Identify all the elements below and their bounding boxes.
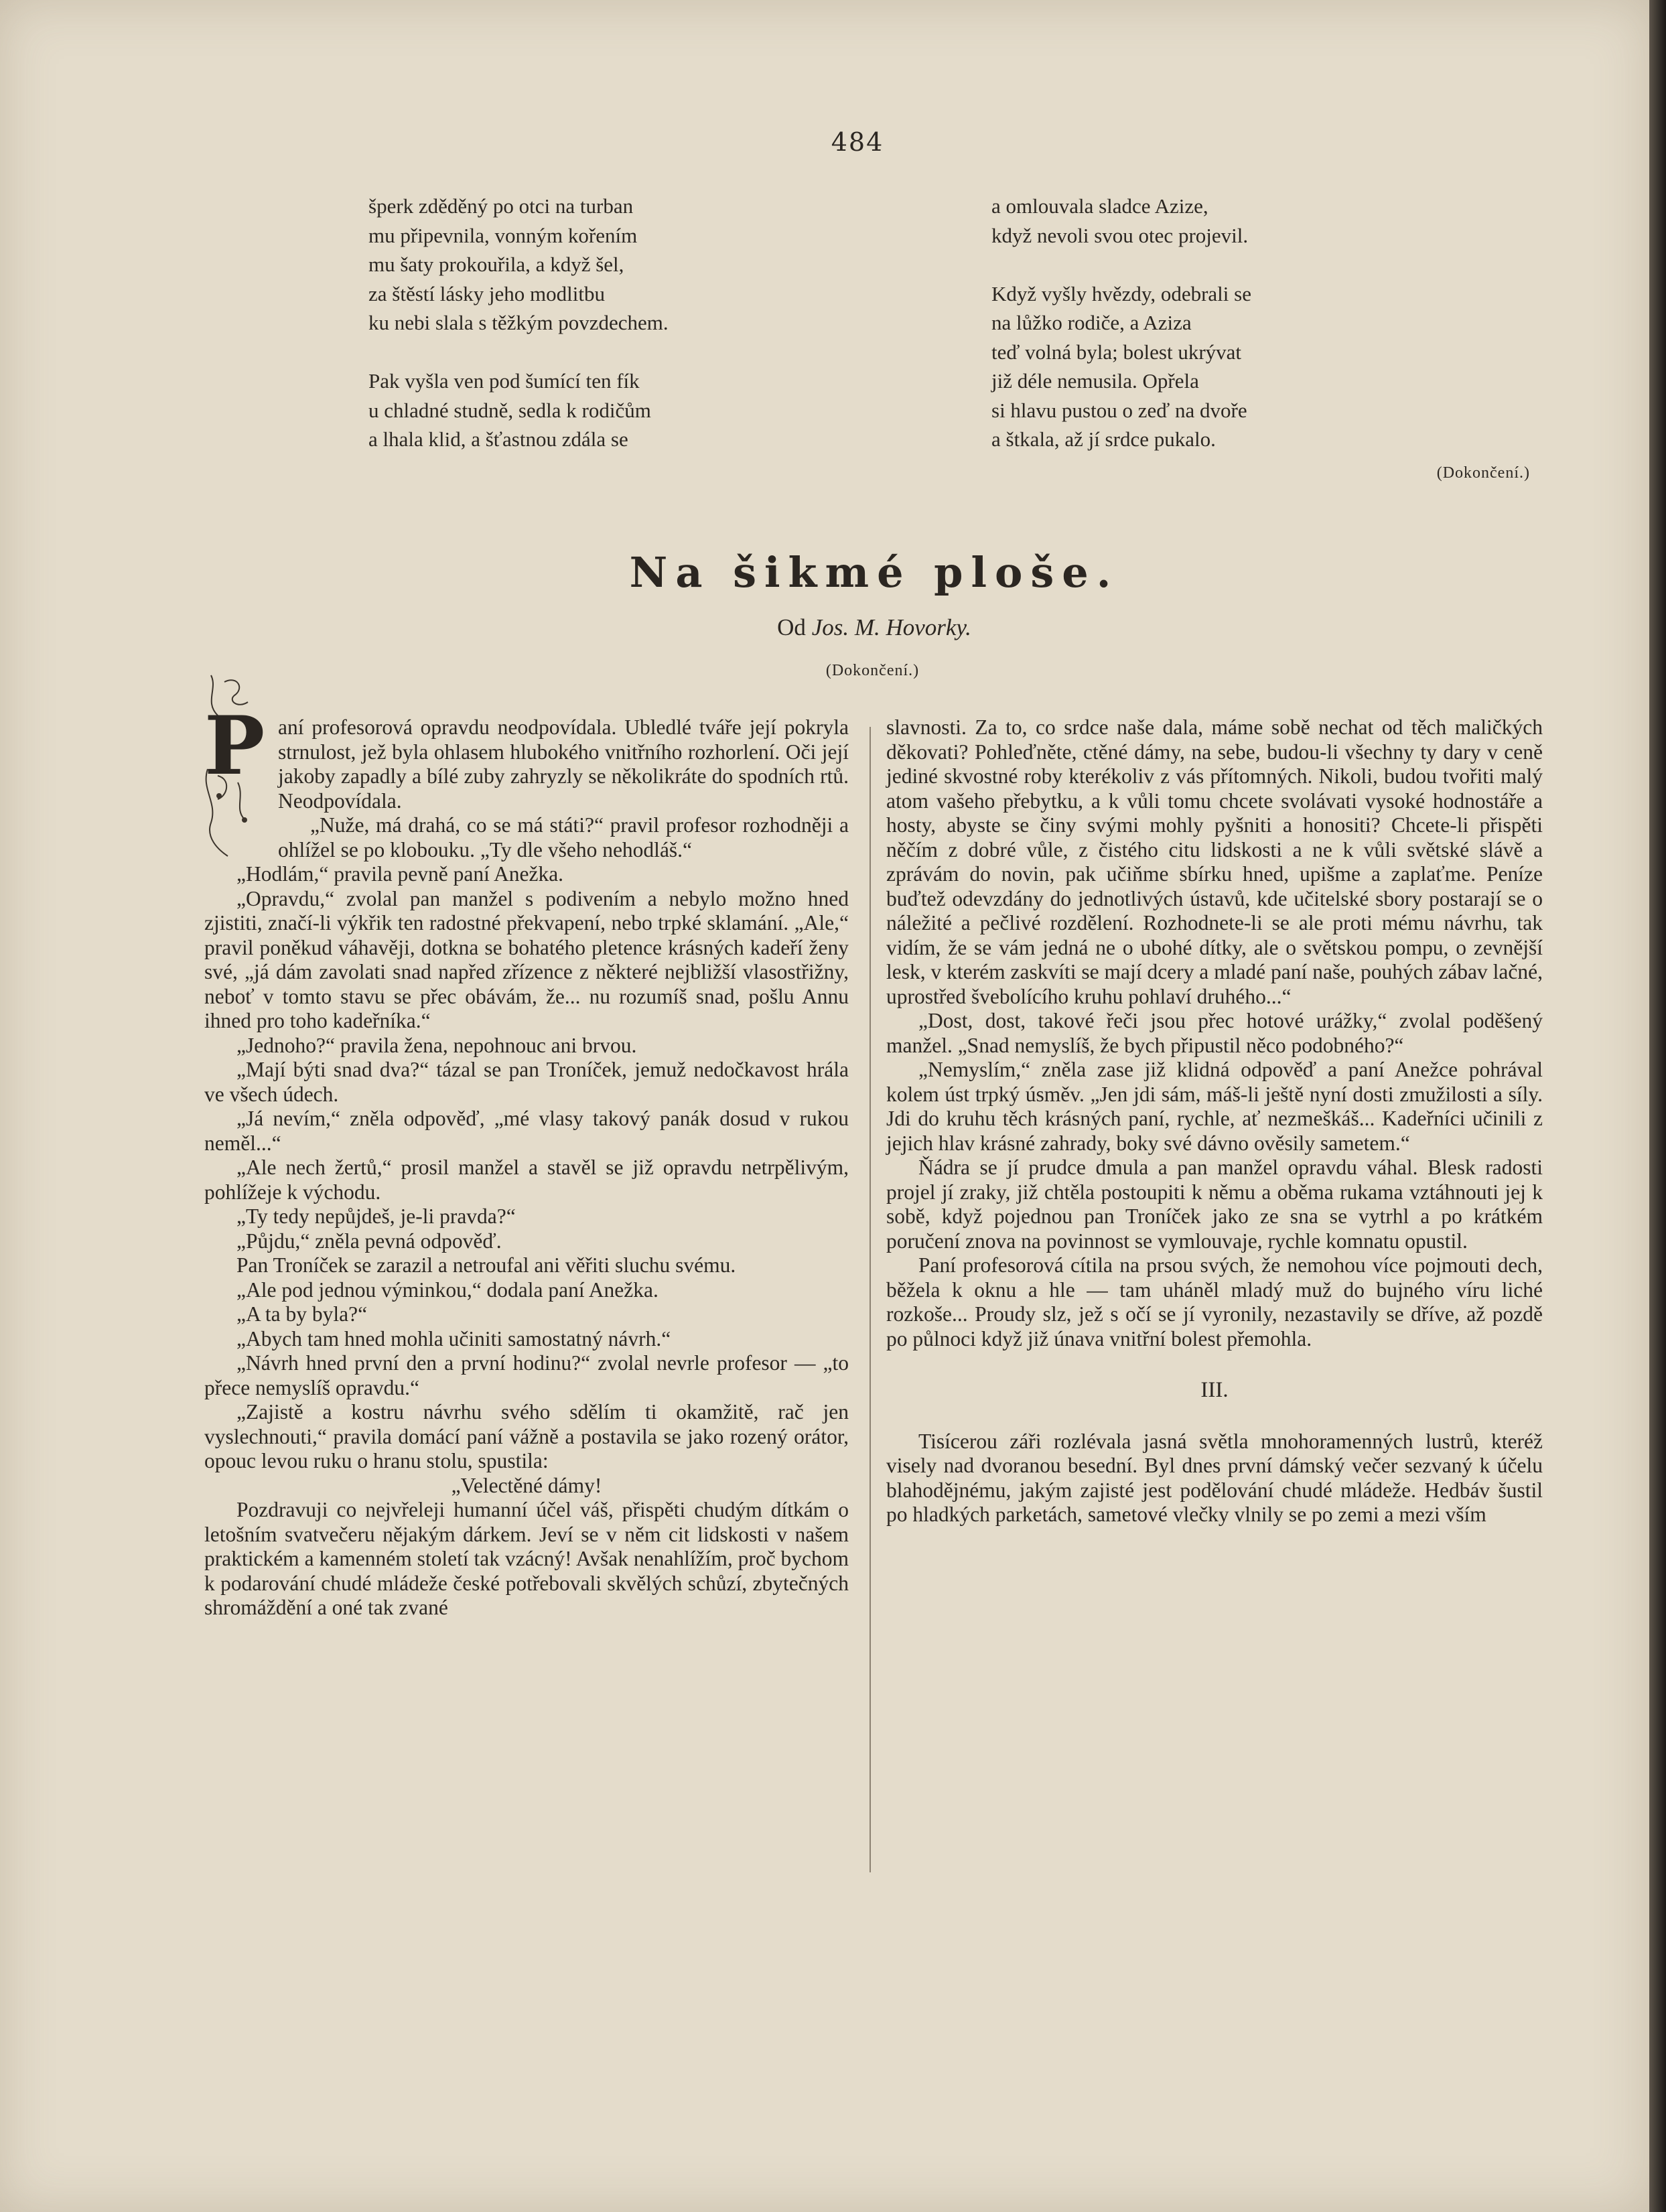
- poem-line: a omlouvala sladce Azize,: [991, 194, 1208, 218]
- poem-line: mu šaty prokouřila, a když šel,: [368, 253, 624, 276]
- page-number: 484: [831, 127, 884, 157]
- poem-left-column: [368, 192, 784, 454]
- poem-line: mu připevnila, vonným kořením: [368, 223, 638, 247]
- poem-line: a lhala klid, a šťastnou zdála se: [368, 427, 628, 451]
- poem-line: ku nebi slala s těžkým povzdechem.: [368, 311, 669, 334]
- paragraph: „Návrh hned první den a první hodinu?“ zvolal nevrle profesor — „to přece nemyslíš opravdu.“: [204, 1351, 849, 1399]
- paragraph: slavnosti. Za to, co srdce naše dala, máme sobě nechat od těch maličkých děkovati? Pohleďněte, ctěné dámy, na sebe, budou-li všechny ty dary v ceně jediné skvostné roby kterékoliv z vás přítomných. Nikoli, budou tvořiti malý atom vašeho přebytku, a k vůli tomu chcete svolávati vysoké hodnostáře a hosty, abyste se činy svými mohly pyšniti a honositi? Chcete-li přispěti něčím z dobré vůle, z čistého citu lidskosti a ne k vůli světské slávě a zprávám do novin, pak učiňme sbírku hned, upišme a zaplaťme. Peníze buďtež odevzdány do jednotlivých ústavů, kde učitelské sbory postarají se o náležité a pečlivé rozdělení. Rozhodnete-li se ale proti mému návrhu, tak vidím, že se vám jedná ne o ubohé dítky, ale o světskou pompu, o zevnější lesk, v kterém zaskvíti se mají dcery a mladé paní naše, pouhých zábav lačné, uprostřed švebolícího kruhu pohlaví druhého...“: [886, 715, 1543, 1008]
- paragraph: „Ale nech žertů,“ prosil manžel a stavěl se již opravdu netrpělivým, pohlížeje k východu.: [204, 1156, 849, 1204]
- poem-line: Pak vyšla ven pod šumící ten fík: [368, 369, 640, 393]
- page-edge-shadow: [1649, 0, 1666, 2212]
- poem-line: již déle nemusila. Opřela: [991, 369, 1199, 393]
- paragraph: aní profesorová opravdu neodpovídala. Ubledlé tváře její pokryla strnulost, jež byla ohlasem hlubokého vnitřního rozhorlení. Oči její jakoby zapadly a bílé zuby zahryzly se několikráte do spodních rtů. Neodpovídala.: [278, 715, 849, 813]
- paragraph: „Ale pod jednou výminkou,“ dodala paní Anežka.: [236, 1277, 658, 1302]
- paragraph: „Velectěné dámy!: [451, 1473, 602, 1497]
- article-right-column: [886, 715, 1543, 1527]
- column-divider: [870, 727, 871, 1872]
- paragraph: „A ta by byla?“: [236, 1302, 368, 1326]
- paragraph: Pozdravuji co nejvřeleji humanní účel váš, přispěti chudým dítkám o letošním svatvečeru nějakým dárkem. Jeví se v něm cit lidskosti v našem praktickém a kamenném století tak vzácný! Avšak nenahlížím, proč bychom k podarování chudé mládeže české potřebovali skvělých schůzí, zbytečných shromáždění a oné tak zvané: [204, 1498, 849, 1619]
- drop-cap-ornament: [198, 699, 271, 849]
- paragraph: „Půjdu,“ zněla pevná odpověď.: [236, 1229, 502, 1253]
- paragraph: „Abych tam hned mohla učiniti samostatný návrh.“: [236, 1326, 671, 1351]
- poem-line: na lůžko rodiče, a Aziza: [991, 311, 1192, 334]
- paragraph: „Jednoho?“ pravila žena, nepohnouc ani brvou.: [236, 1033, 637, 1057]
- paragraph: „Hodlám,“ pravila pevně paní Anežka.: [236, 862, 564, 886]
- paragraph: Paní profesorová cítila na prsou svých, že nemohou více pojmouti dech, běžela k oknu a hle — tam uháněl mladý muž do bujného víru liché rozkoše... Proudy slz, jež s očí se jí vyronily, nezastavily se dříve, až pozdě po půlnoci když již únava vnitřní bolest přemohla.: [886, 1253, 1543, 1351]
- section-heading: III.: [1200, 1378, 1229, 1402]
- poem-continued-note: (Dokončení.): [1436, 464, 1530, 482]
- paragraph: „Já nevím,“ zněla odpověď, „mé vlasy takový panák dosud v rukou neměl...“: [204, 1107, 849, 1155]
- stanza-gap: [991, 250, 1420, 279]
- paragraph: „Nemyslím,“ zněla zase již klidná odpověď a paní Anežce pohrával kolem úst trpký úsměv. „Jen jdi sám, máš-li ještě nyní dosti zmužilosti a síly. Jdi do kruhu těch krásných paní, rychle, ať nezmeškáš... Kadeřníci učinili z jejich hlav krásné zahrady, boky své dávno ověsily sametem.“: [886, 1058, 1543, 1155]
- poem-line: a štkala, až jí srdce pukalo.: [991, 427, 1216, 451]
- poem-line: u chladné studně, sedla k rodičům: [368, 398, 651, 422]
- byline-author: Jos. M. Hovorky.: [811, 614, 971, 640]
- poem-line: když nevoli svou otec projevil.: [991, 223, 1249, 247]
- article-continued-note: (Dokončení.): [825, 662, 920, 679]
- paragraph: „Zajistě a kostru návrhu svého sdělím ti okamžitě, rač jen vyslechnouti,“ pravila domácí paní vážně a postavila se jako rozený orátor, opouc levou ruku o hranu stolu, spustila:: [204, 1400, 849, 1472]
- paragraph: Pan Troníček se zarazil a netroufal ani věřiti sluchu svému.: [236, 1253, 736, 1277]
- poem-line: si hlavu pustou o zeď na dvoře: [991, 398, 1247, 422]
- poem-line: šperk zděděný po otci na turban: [368, 194, 634, 218]
- poem-line: za štěstí lásky jeho modlitbu: [368, 281, 606, 305]
- stanza-gap: [368, 338, 784, 367]
- paragraph: „Ty tedy nepůjdeš, je-li pravda?“: [236, 1204, 516, 1228]
- article-left-column: [204, 699, 849, 1620]
- paragraph: Ňádra se jí prudce dmula a pan manžel opravdu váhal. Blesk radosti projel jí zraky, již chtěla postoupiti k němu a oběma rukama vztáhnouti jej k sobě, když pojednou pan Troníček jako ze sna se vytrhl a po krátkém poručení znova na povinnost se vymlouvaje, rychle komnatu opustil.: [886, 1156, 1543, 1253]
- paragraph: „Nuže, má drahá, co se má státi?“ pravil profesor rozhodněji a ohlížel se po klobouku. „Ty dle všeho nehodláš.“: [278, 813, 849, 861]
- paragraph: Tisícerou záři rozlévala jasná světla mnohoramenných lustrů, kteréž visely nad dvoranou besední. Byl dnes první dámský večer sezvaný k účelu blahodějnému, jakým zajisté jest podělování chudé mládeže. Hedbáv šustil po hladkých parketách, sametové vlečky vlnily se po zemi a mezi vším: [886, 1429, 1543, 1526]
- article-byline: [0, 614, 1666, 641]
- article-title: Na šikmé ploše.: [629, 548, 1119, 597]
- paragraph: „Dost, dost, takové řeči jsou přec hotové urážky,“ zvolal poděšený manžel. „Snad nemyslíš, že bych připustil něco podobného?“: [886, 1009, 1543, 1057]
- poem-line: Když vyšly hvězdy, odebrali se: [991, 281, 1251, 305]
- paragraph: „Opravdu,“ zvolal pan manžel s podivením a nebylo možno hned zjistiti, značí-li výkřik ten radostné překvapení, nebo trpké sklamání. „Ale,“ pravil poněkud váhavěji, dotkna se bohatého pletence krásných kadeří ženy své, „já dám zavolati snad napřed zřízence z některé nejbližší vlasostřižny, neboť v tomto stavu se přec obávám, že... nu rozumíš snad, pošlu Annu ihned pro toho kadeřníka.“: [204, 886, 849, 1032]
- byline-prefix: Od: [777, 614, 806, 640]
- paragraph: „Mají býti snad dva?“ tázal se pan Troníček, jemuž nedočkavost hrála ve všech údech.: [204, 1058, 849, 1106]
- drop-cap-letter: P: [204, 699, 265, 793]
- poem-line: teď volná byla; bolest ukrývat: [991, 340, 1242, 364]
- poem-right-column: [991, 192, 1420, 454]
